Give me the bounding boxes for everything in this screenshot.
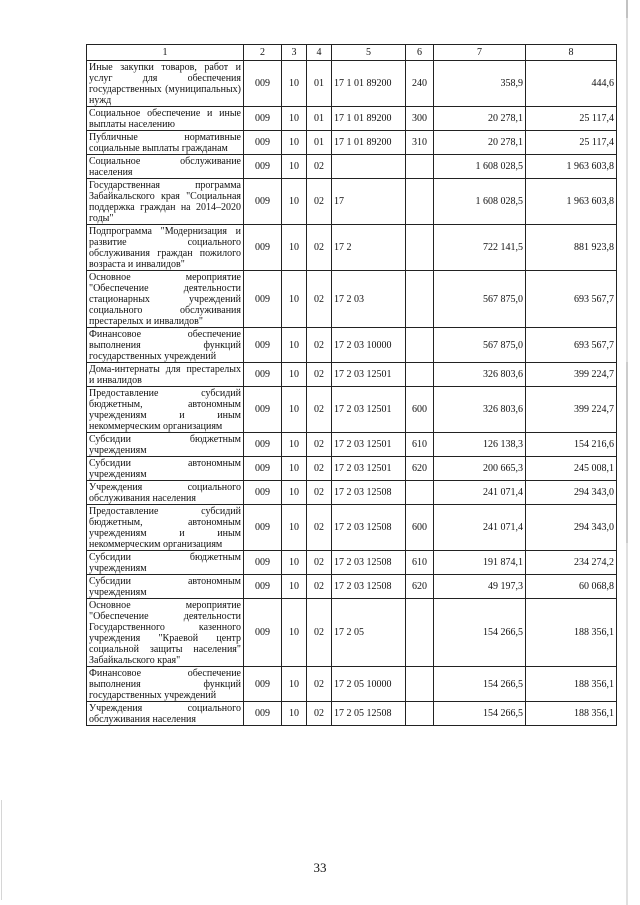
page-number: 33 bbox=[313, 860, 327, 875]
cell-rz: 10 bbox=[282, 433, 307, 457]
scan-edge-right bbox=[626, 0, 628, 905]
cell-vr bbox=[406, 179, 434, 225]
cell-gr: 009 bbox=[244, 457, 282, 481]
cell-csr: 17 2 05 bbox=[332, 599, 406, 667]
cell-name: Государственная программа Забайкальского края "Социальная поддержка граждан на 2014–2020 годы" bbox=[87, 179, 244, 225]
cell-rz: 10 bbox=[282, 179, 307, 225]
header-cell: 3 bbox=[282, 45, 307, 61]
cell-name: Иные закупки товаров, работ и услуг для обеспечения государственных (муниципальных) нужд bbox=[87, 61, 244, 107]
cell-rz: 10 bbox=[282, 575, 307, 599]
cell-v2: 294 343,0 bbox=[526, 481, 617, 505]
cell-vr bbox=[406, 271, 434, 328]
header-row bbox=[87, 45, 617, 61]
cell-v1: 722 141,5 bbox=[434, 225, 526, 271]
table-row bbox=[87, 667, 617, 702]
cell-pr: 02 bbox=[307, 702, 332, 726]
cell-v1: 1 608 028,5 bbox=[434, 155, 526, 179]
cell-v2: 245 008,1 bbox=[526, 457, 617, 481]
cell-v1: 154 266,5 bbox=[434, 599, 526, 667]
cell-pr: 02 bbox=[307, 599, 332, 667]
cell-name: Основное мероприятие "Обеспечение деятельности стационарных учреждений социального обслуживания престарелых и инвалидов" bbox=[87, 271, 244, 328]
cell-pr: 01 bbox=[307, 107, 332, 131]
header-cell: 5 bbox=[332, 45, 406, 61]
cell-v1: 200 665,3 bbox=[434, 457, 526, 481]
cell-vr: 600 bbox=[406, 387, 434, 433]
cell-pr: 02 bbox=[307, 667, 332, 702]
cell-csr: 17 1 01 89200 bbox=[332, 131, 406, 155]
table-row bbox=[87, 363, 617, 387]
header-cell: 2 bbox=[244, 45, 282, 61]
cell-v1: 126 138,3 bbox=[434, 433, 526, 457]
cell-v1: 241 071,4 bbox=[434, 505, 526, 551]
cell-csr: 17 2 03 12501 bbox=[332, 363, 406, 387]
cell-v2: 154 216,6 bbox=[526, 433, 617, 457]
cell-rz: 10 bbox=[282, 387, 307, 433]
table-body bbox=[87, 61, 617, 726]
cell-v1: 1 608 028,5 bbox=[434, 179, 526, 225]
header-cell: 8 bbox=[526, 45, 617, 61]
header-cell: 1 bbox=[87, 45, 244, 61]
cell-pr: 02 bbox=[307, 271, 332, 328]
cell-pr: 02 bbox=[307, 575, 332, 599]
cell-rz: 10 bbox=[282, 667, 307, 702]
cell-csr: 17 2 05 10000 bbox=[332, 667, 406, 702]
cell-rz: 10 bbox=[282, 599, 307, 667]
table-row bbox=[87, 61, 617, 107]
cell-vr: 300 bbox=[406, 107, 434, 131]
cell-name: Субсидии бюджетным учреждениям bbox=[87, 551, 244, 575]
cell-csr: 17 2 03 12501 bbox=[332, 457, 406, 481]
cell-name: Предоставление субсидий бюджетным, автономным учреждениям и иным некоммерческим организациям bbox=[87, 505, 244, 551]
table-row bbox=[87, 702, 617, 726]
cell-v2: 399 224,7 bbox=[526, 387, 617, 433]
cell-gr: 009 bbox=[244, 363, 282, 387]
cell-csr: 17 2 03 12508 bbox=[332, 481, 406, 505]
cell-rz: 10 bbox=[282, 457, 307, 481]
cell-gr: 009 bbox=[244, 433, 282, 457]
cell-rz: 10 bbox=[282, 107, 307, 131]
cell-pr: 02 bbox=[307, 433, 332, 457]
cell-csr: 17 2 03 bbox=[332, 271, 406, 328]
cell-csr: 17 2 bbox=[332, 225, 406, 271]
table-row bbox=[87, 179, 617, 225]
cell-name: Субсидии автономным учреждениям bbox=[87, 457, 244, 481]
cell-vr: 620 bbox=[406, 457, 434, 481]
table-row bbox=[87, 387, 617, 433]
cell-vr bbox=[406, 328, 434, 363]
cell-rz: 10 bbox=[282, 551, 307, 575]
cell-vr: 310 bbox=[406, 131, 434, 155]
cell-v1: 358,9 bbox=[434, 61, 526, 107]
table-row bbox=[87, 599, 617, 667]
table-row bbox=[87, 457, 617, 481]
cell-gr: 009 bbox=[244, 225, 282, 271]
cell-gr: 009 bbox=[244, 61, 282, 107]
table-row bbox=[87, 575, 617, 599]
cell-gr: 009 bbox=[244, 575, 282, 599]
cell-gr: 009 bbox=[244, 179, 282, 225]
cell-v1: 20 278,1 bbox=[434, 107, 526, 131]
cell-vr: 600 bbox=[406, 505, 434, 551]
scan-edge-left bbox=[1, 800, 2, 900]
cell-pr: 02 bbox=[307, 155, 332, 179]
cell-csr: 17 2 03 12508 bbox=[332, 575, 406, 599]
cell-rz: 10 bbox=[282, 61, 307, 107]
table-row bbox=[87, 131, 617, 155]
cell-v2: 881 923,8 bbox=[526, 225, 617, 271]
table-row bbox=[87, 505, 617, 551]
cell-name: Социальное обслуживание населения bbox=[87, 155, 244, 179]
cell-name: Учреждения социального обслуживания населения bbox=[87, 481, 244, 505]
cell-csr: 17 1 01 89200 bbox=[332, 61, 406, 107]
cell-rz: 10 bbox=[282, 481, 307, 505]
cell-v2: 294 343,0 bbox=[526, 505, 617, 551]
cell-v1: 326 803,6 bbox=[434, 387, 526, 433]
cell-name: Дома-интернаты для престарелых и инвалидов bbox=[87, 363, 244, 387]
cell-rz: 10 bbox=[282, 328, 307, 363]
cell-name: Социальное обеспечение и иные выплаты населению bbox=[87, 107, 244, 131]
cell-pr: 02 bbox=[307, 551, 332, 575]
cell-gr: 009 bbox=[244, 551, 282, 575]
cell-rz: 10 bbox=[282, 505, 307, 551]
cell-csr: 17 2 05 12508 bbox=[332, 702, 406, 726]
cell-pr: 02 bbox=[307, 481, 332, 505]
table-row bbox=[87, 433, 617, 457]
cell-v1: 567 875,0 bbox=[434, 271, 526, 328]
cell-v1: 154 266,5 bbox=[434, 667, 526, 702]
cell-rz: 10 bbox=[282, 155, 307, 179]
cell-vr bbox=[406, 363, 434, 387]
cell-gr: 009 bbox=[244, 328, 282, 363]
table-row bbox=[87, 271, 617, 328]
cell-v1: 20 278,1 bbox=[434, 131, 526, 155]
cell-v1: 154 266,5 bbox=[434, 702, 526, 726]
cell-gr: 009 bbox=[244, 505, 282, 551]
cell-gr: 009 bbox=[244, 387, 282, 433]
cell-gr: 009 bbox=[244, 481, 282, 505]
cell-vr bbox=[406, 225, 434, 271]
header-cell: 6 bbox=[406, 45, 434, 61]
cell-v2: 188 356,1 bbox=[526, 599, 617, 667]
cell-gr: 009 bbox=[244, 667, 282, 702]
cell-pr: 01 bbox=[307, 131, 332, 155]
cell-pr: 02 bbox=[307, 328, 332, 363]
cell-gr: 009 bbox=[244, 271, 282, 328]
cell-pr: 02 bbox=[307, 457, 332, 481]
header-cell: 4 bbox=[307, 45, 332, 61]
table-row bbox=[87, 328, 617, 363]
cell-v2: 188 356,1 bbox=[526, 667, 617, 702]
cell-name: Подпрограмма "Модернизация и развитие социального обслуживания граждан пожилого возраста и инвалидов" bbox=[87, 225, 244, 271]
cell-gr: 009 bbox=[244, 131, 282, 155]
cell-rz: 10 bbox=[282, 225, 307, 271]
budget-table bbox=[86, 44, 617, 726]
cell-name: Основное мероприятие "Обеспечение деятельности Государственного казенного учреждения "Краевой центр социальной защиты населения" Забайкальского края" bbox=[87, 599, 244, 667]
cell-csr: 17 2 03 12501 bbox=[332, 387, 406, 433]
cell-v2: 693 567,7 bbox=[526, 271, 617, 328]
cell-csr: 17 2 03 12501 bbox=[332, 433, 406, 457]
cell-v2: 188 356,1 bbox=[526, 702, 617, 726]
cell-v2: 25 117,4 bbox=[526, 107, 617, 131]
cell-csr: 17 2 03 12508 bbox=[332, 505, 406, 551]
cell-vr bbox=[406, 599, 434, 667]
table-row bbox=[87, 481, 617, 505]
cell-v2: 444,6 bbox=[526, 61, 617, 107]
table-row bbox=[87, 551, 617, 575]
cell-pr: 02 bbox=[307, 363, 332, 387]
cell-vr bbox=[406, 481, 434, 505]
cell-name: Предоставление субсидий бюджетным, автономным учреждениям и иным некоммерческим организациям bbox=[87, 387, 244, 433]
cell-name: Финансовое обеспечение выполнения функций государственных учреждений bbox=[87, 667, 244, 702]
cell-gr: 009 bbox=[244, 155, 282, 179]
cell-v2: 25 117,4 bbox=[526, 131, 617, 155]
table-row bbox=[87, 155, 617, 179]
cell-rz: 10 bbox=[282, 131, 307, 155]
cell-name: Субсидии бюджетным учреждениям bbox=[87, 433, 244, 457]
cell-csr bbox=[332, 155, 406, 179]
cell-rz: 10 bbox=[282, 702, 307, 726]
cell-pr: 02 bbox=[307, 179, 332, 225]
cell-v2: 60 068,8 bbox=[526, 575, 617, 599]
cell-vr: 610 bbox=[406, 551, 434, 575]
cell-vr: 240 bbox=[406, 61, 434, 107]
cell-vr bbox=[406, 667, 434, 702]
cell-v2: 234 274,2 bbox=[526, 551, 617, 575]
cell-pr: 02 bbox=[307, 505, 332, 551]
cell-v2: 399 224,7 bbox=[526, 363, 617, 387]
cell-v1: 326 803,6 bbox=[434, 363, 526, 387]
cell-v1: 567 875,0 bbox=[434, 328, 526, 363]
cell-rz: 10 bbox=[282, 271, 307, 328]
cell-pr: 01 bbox=[307, 61, 332, 107]
cell-gr: 009 bbox=[244, 702, 282, 726]
header-cell: 7 bbox=[434, 45, 526, 61]
cell-v1: 191 874,1 bbox=[434, 551, 526, 575]
cell-vr bbox=[406, 155, 434, 179]
cell-gr: 009 bbox=[244, 107, 282, 131]
cell-pr: 02 bbox=[307, 387, 332, 433]
cell-csr: 17 1 01 89200 bbox=[332, 107, 406, 131]
cell-v2: 1 963 603,8 bbox=[526, 179, 617, 225]
cell-name: Публичные нормативные социальные выплаты гражданам bbox=[87, 131, 244, 155]
cell-vr bbox=[406, 702, 434, 726]
cell-v1: 241 071,4 bbox=[434, 481, 526, 505]
cell-v1: 49 197,3 bbox=[434, 575, 526, 599]
cell-v2: 693 567,7 bbox=[526, 328, 617, 363]
cell-vr: 620 bbox=[406, 575, 434, 599]
cell-name: Субсидии автономным учреждениям bbox=[87, 575, 244, 599]
cell-rz: 10 bbox=[282, 363, 307, 387]
cell-vr: 610 bbox=[406, 433, 434, 457]
table-row bbox=[87, 107, 617, 131]
cell-name: Финансовое обеспечение выполнения функций государственных учреждений bbox=[87, 328, 244, 363]
table-row bbox=[87, 225, 617, 271]
cell-v2: 1 963 603,8 bbox=[526, 155, 617, 179]
cell-pr: 02 bbox=[307, 225, 332, 271]
cell-name: Учреждения социального обслуживания населения bbox=[87, 702, 244, 726]
cell-csr: 17 bbox=[332, 179, 406, 225]
cell-gr: 009 bbox=[244, 599, 282, 667]
cell-csr: 17 2 03 12508 bbox=[332, 551, 406, 575]
cell-csr: 17 2 03 10000 bbox=[332, 328, 406, 363]
